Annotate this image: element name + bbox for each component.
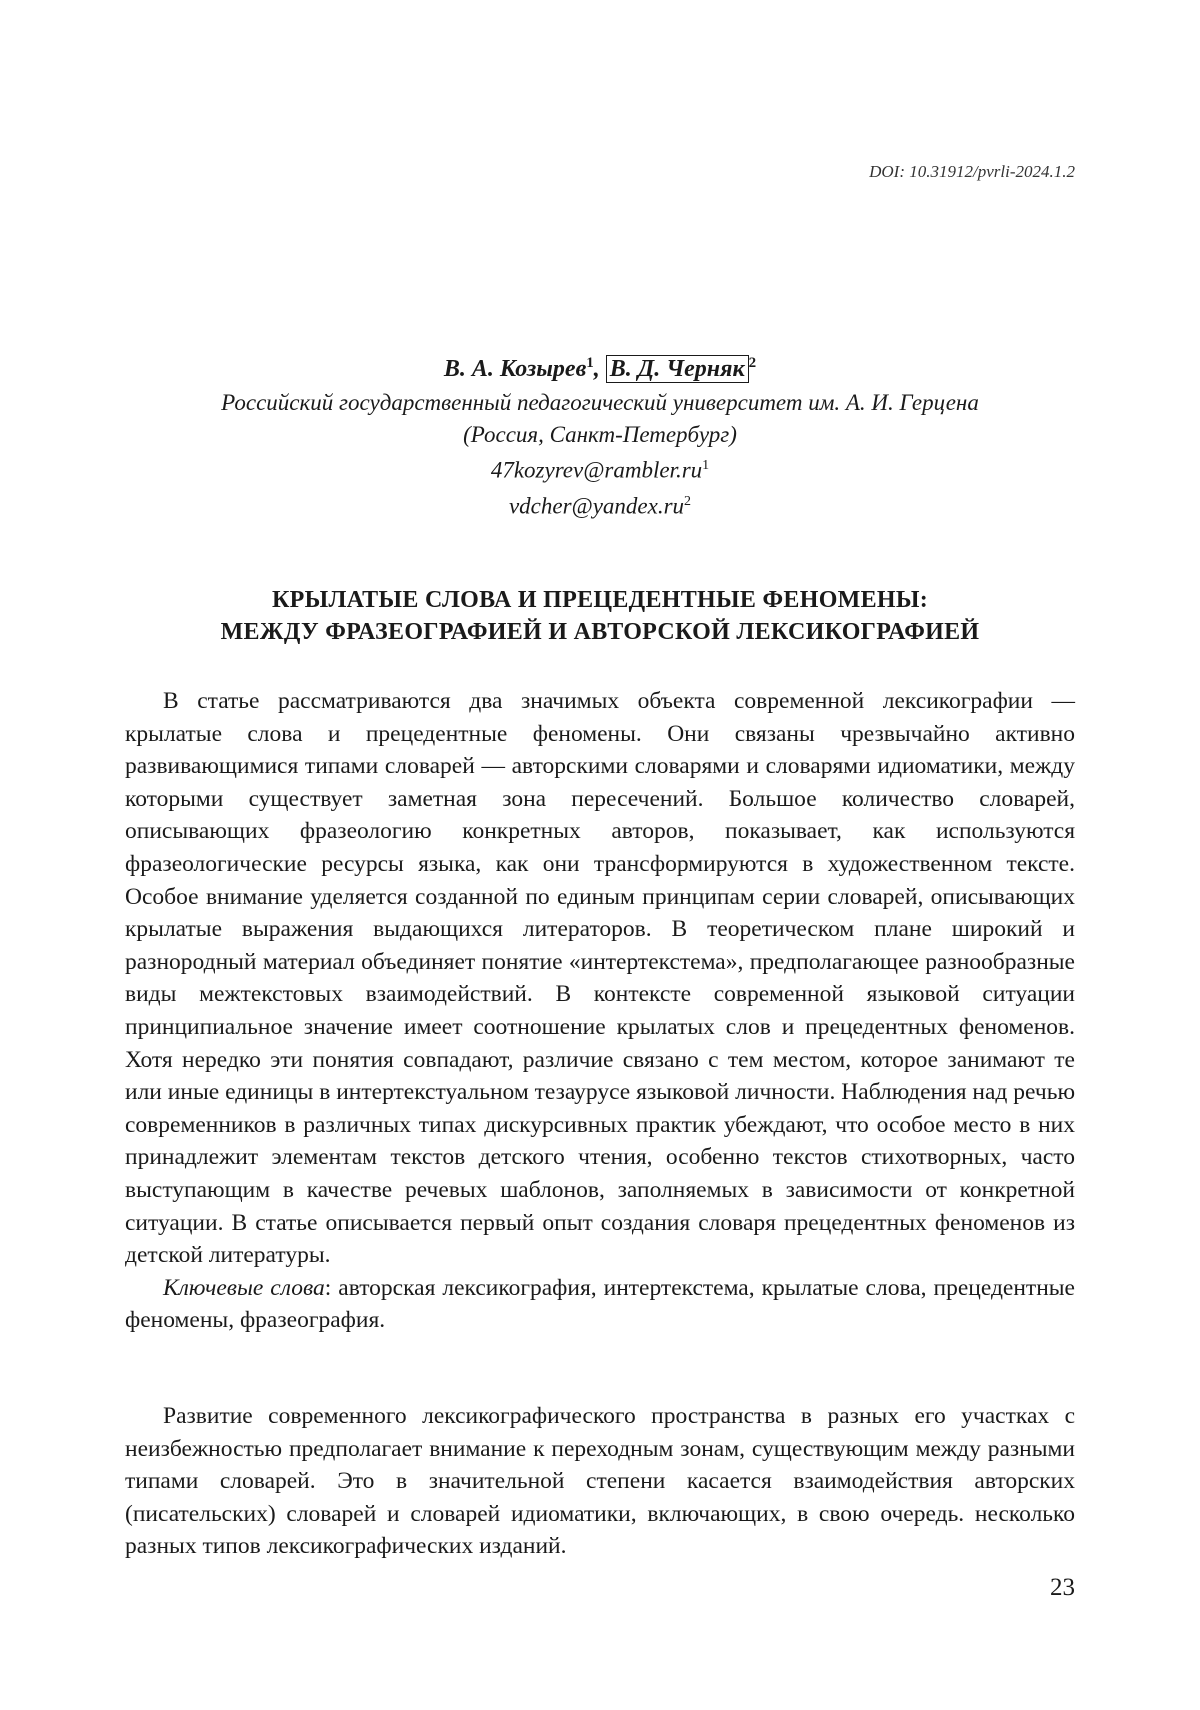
email-1-text: 47kozyrev@rambler.ru <box>490 457 703 483</box>
authors <box>0 355 1200 383</box>
abstract-text: В статье рассматриваются два значимых объекта современной лексикографии — крылатые слова и прецедентные феномены. Они связаны чрезвычайно активно развивающимися типами словарей — авторскими словарями и словарями идиоматики, между которыми существует заметная зона пересечений. Большое количество словарей, описывающих фразеологию конкретных авторов, показывает, как используются фразеологические ресурсы языка, как они трансформируются в художественном тексте. Особое внимание уделяется созданной по единым принципам серии словарей, описывающих крылатые выражения выдающихся литераторов. В теоретическом плане широкий и разнородный материал объединяет понятие «интертекстема», предполагающее разнообразные виды межтекстовых взаимодействий. В контексте современной языковой ситуации принципиальное значение имеет соотношение крылатых слов и прецедентных феноменов. Хотя нередко эти понятия совпадают, различие связано с тем местом, которое занимают те или иные единицы в интертекстуальном тезаурусе языковой личности. Наблюдения над речью современников в различных типах дискурсивных практик убеждают, что особое место в них принадлежит элементам текстов детского чтения, особенно текстов стихотворных, часто выступающим в качестве речевых шаблонов, заполняемых в зависимости от конкретной ситуации. В статье описывается первый опыт создания словаря прецедентных феноменов из детской литературы. <box>125 688 1075 1269</box>
introduction <box>125 1400 1075 1563</box>
email-1-sup: 1 <box>702 458 710 473</box>
title-line-1: КРЫЛАТЫЕ СЛОВА И ПРЕЦЕДЕНТНЫЕ ФЕНОМЕНЫ: <box>271 587 929 613</box>
keywords <box>125 1272 1075 1337</box>
affiliation <box>0 387 1200 522</box>
email-1 <box>0 450 1200 486</box>
abstract <box>125 685 1075 1337</box>
author-1: В. А. Козырев <box>443 356 587 382</box>
author-2: В. Д. Черняк <box>609 356 745 382</box>
title-line-2: МЕЖДУ ФРАЗЕОГРАФИЕЙ И АВТОРСКОЙ ЛЕКСИКОГРАФИЕЙ <box>220 619 980 645</box>
university: Российский государственный педагогический университет им. А. И. Герцена <box>221 390 979 415</box>
author-1-sup: 1 <box>586 355 594 371</box>
doi: DOI: 10.31912/pvrli-2024.1.2 <box>869 162 1075 181</box>
author-separator: , <box>593 356 600 382</box>
email-2-sup: 2 <box>684 494 692 510</box>
keywords-label: Ключевые слова <box>163 1274 325 1301</box>
keywords-text: : авторская лексикография, интертекстема, крылатые слова, прецедентные феномены, фразеография. <box>125 1274 1075 1334</box>
page-number: 23 <box>1050 1574 1075 1601</box>
location: (Россия, Санкт-Петербург) <box>463 421 737 447</box>
author-2-boxed <box>606 355 749 383</box>
email-2 <box>0 486 1200 522</box>
article-title <box>0 584 1200 648</box>
intro-paragraph: Развитие современного лексикографического пространства в разных его участках с неизбежностью предполагает внимание к переходным зонам, существующим между разными типами словарей. Это в значительной степени касается взаимодействия авторских (писательских) словарей и словарей идиоматики, включающих, в свою очередь. несколько разных типов лексикографических изданий. <box>125 1403 1075 1560</box>
email-2-text: vdcher@yandex.ru <box>508 493 685 519</box>
author-2-sup: 2 <box>748 355 757 371</box>
